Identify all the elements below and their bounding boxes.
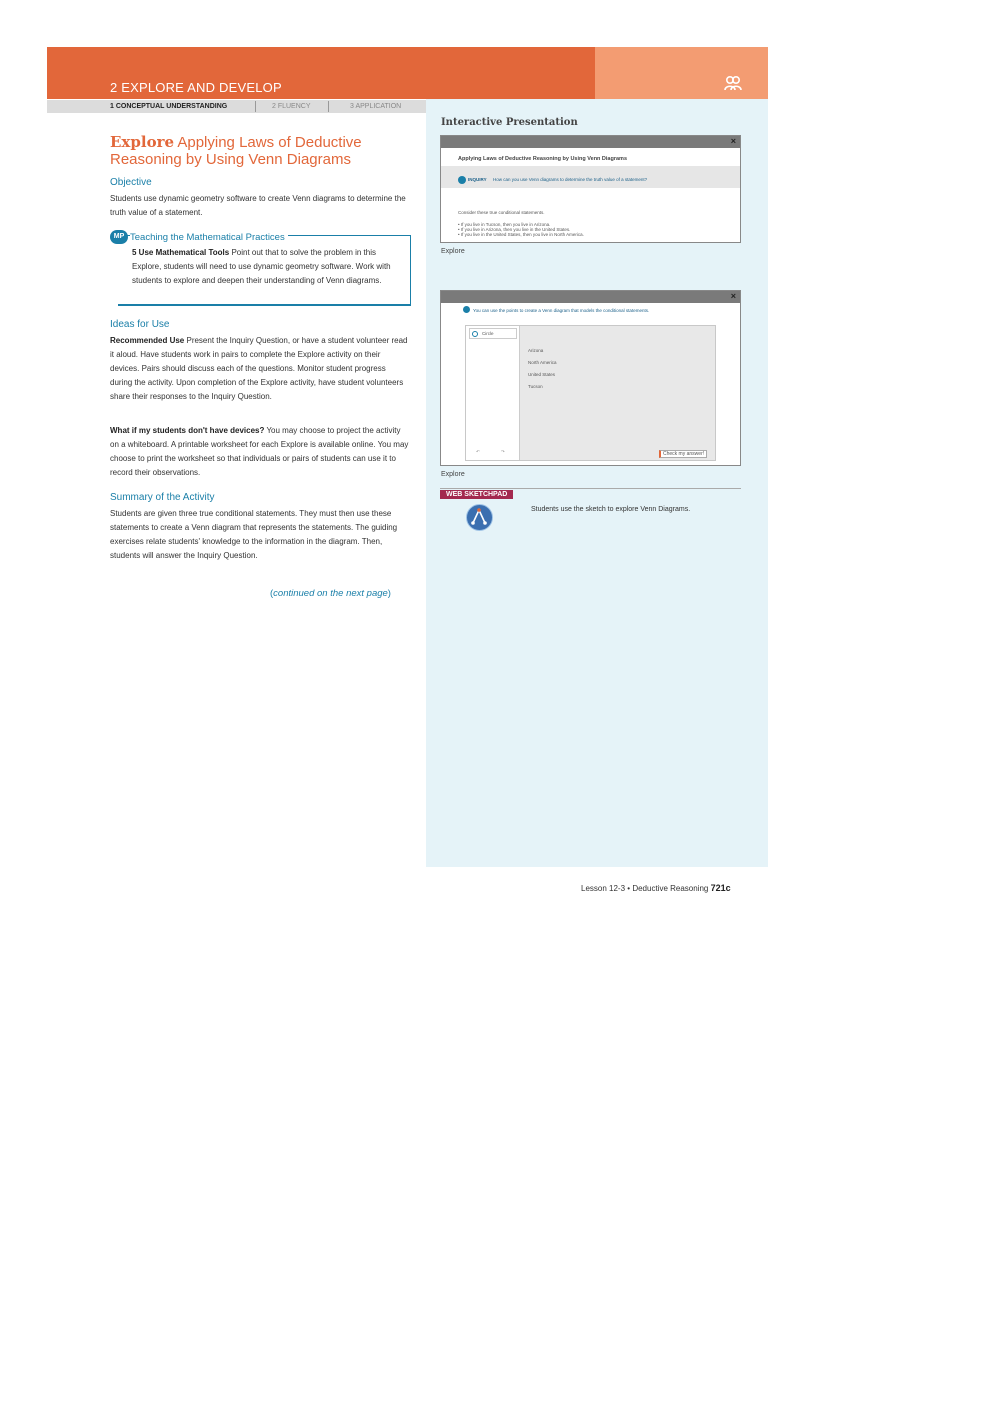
explore-lead: Explore [110,133,175,151]
people-icon [724,75,742,91]
continued-open: ( [270,588,274,599]
practices-heading: Teaching the Mathematical Practices [130,232,288,243]
bullet-2: • If you live in Arizona, then you live in the United States. [458,227,571,232]
interactive-presentation-title: Interactive Presentation [441,117,578,128]
summary-text: Students are given three true conditional statements. They must then use these statements to create a Venn diagram that represents the statements. The guiding exercises relate students' knowledge to the information in the diagram. Then, students will answer the Inquiry Question. [110,509,398,560]
ideas-p1-text: Present the Inquiry Question, or have a student volunteer read it aloud. Have students work in pairs to complete the Explore activity on their devices. Pairs should discuss each of the questions. Monitor student progress during the activity. Upon completion of the Explore activity, have student volunteers share their responses to the Inquiry Question. [110,336,408,401]
continued-note [270,588,391,599]
instruction-text: You can use the points to create a Venn diagram that models the conditional statements. [473,308,650,313]
circle-tool-label: Circle [482,331,494,336]
progression-tabs [47,100,426,113]
window-titlebar [441,136,740,148]
bullet-1-text: If you live in Tucson, then you live in Arizona. [460,222,551,227]
ideas-p2-text: You may choose to project the activity on a whiteboard. A printable worksheet for each Explore is available online. You may choose to print the worksheet so that individuals or pairs of students can use it to record their observations. [110,426,409,477]
label-united-states[interactable]: United States [528,372,556,377]
objective-heading: Objective [110,177,152,188]
caption-explore-1: Explore [441,248,465,255]
redo-icon[interactable]: ↷ [501,449,505,454]
objective-text: Students use dynamic geometry software to create Venn diagrams to determine the truth value of a statement. [110,194,406,217]
label-tucson[interactable]: Tucson [528,384,543,389]
web-sketchpad-text: Students use the sketch to explore Venn Diagrams. [531,506,691,513]
bullet-3: • If you live in the United States, then you live in North America. [458,232,584,237]
tab-divider [328,101,329,112]
circle-tool[interactable] [469,328,517,339]
footer-bullet: • [627,884,631,893]
window-titlebar [441,291,740,303]
close-icon[interactable]: × [730,291,736,301]
bullet-1: • If you live in Tucson, then you live in Arizona. [458,222,551,227]
practices-lead: 5 Use Mathematical Tools [132,248,230,257]
label-north-america[interactable]: North America [528,360,557,365]
practices-body: Point out that to solve the problem in this Explore, students will need to use dynamic geometry software. Work with students to explore and deepen their understanding of Venn diagrams. [132,248,391,285]
page-number: 721c [710,883,731,893]
page-footer [581,883,731,893]
continued-close: ) [387,588,391,599]
bullet-3-text: If you live in the United States, then you live in North America. [460,232,584,237]
caption-explore-2: Explore [441,471,465,478]
tab-fluency: 2 FLUENCY [272,103,311,110]
ideas-p1-lead: Recommended Use [110,336,185,345]
mp-badge-icon: MP [110,230,128,244]
label-arizona[interactable]: Arizona [528,348,544,353]
sketchpad-divider [440,488,741,489]
footer-lesson: Lesson 12-3 [581,884,626,893]
info-icon [463,306,470,313]
web-sketchpad-icon[interactable] [465,503,494,532]
consider-text: Consider these true conditional statements. [458,210,545,215]
screenshot-venn-tool [440,290,741,466]
explore-title-line2: Reasoning by Using Venn Diagrams [110,151,351,168]
ideas-paragraph-2 [110,424,410,480]
continued-text: continued on the next page [273,588,388,599]
undo-icon[interactable]: ↶ [476,449,480,454]
close-icon[interactable]: × [730,136,736,146]
screen1-heading: Applying Laws of Deductive Reasoning by Using Venn Diagrams [458,156,628,162]
ideas-p2-lead: What if my students don't have devices? [110,426,265,435]
check-answer-button[interactable]: Check my answer! [659,450,707,458]
circle-tool-icon [472,331,478,337]
inquiry-text: How can you use Venn diagrams to determine the truth value of a statement? [493,177,648,182]
tab-conceptual-understanding: 1 CONCEPTUAL UNDERSTANDING [110,103,228,110]
summary-heading: Summary of the Activity [110,492,215,503]
web-sketchpad-tag: WEB SKETCHPAD [440,490,513,499]
explore-title-line1: Applying Laws of Deductive [177,134,362,151]
bullet-2-text: If you live in Arizona, then you live in the United States. [460,227,571,232]
footer-topic: Deductive Reasoning [632,884,709,893]
ideas-paragraph-1 [110,334,410,404]
inquiry-label: INQUIRY [468,177,487,182]
ideas-heading: Ideas for Use [110,319,170,330]
section-header-accent [595,47,768,99]
explore-title [110,134,415,168]
tool-palette [466,326,520,460]
section-title: 2 EXPLORE AND DEVELOP [110,80,282,95]
inquiry-icon [458,176,466,184]
screenshot-inquiry [440,135,741,243]
tab-divider [255,101,256,112]
practices-text [132,246,402,288]
tab-application: 3 APPLICATION [350,103,402,110]
